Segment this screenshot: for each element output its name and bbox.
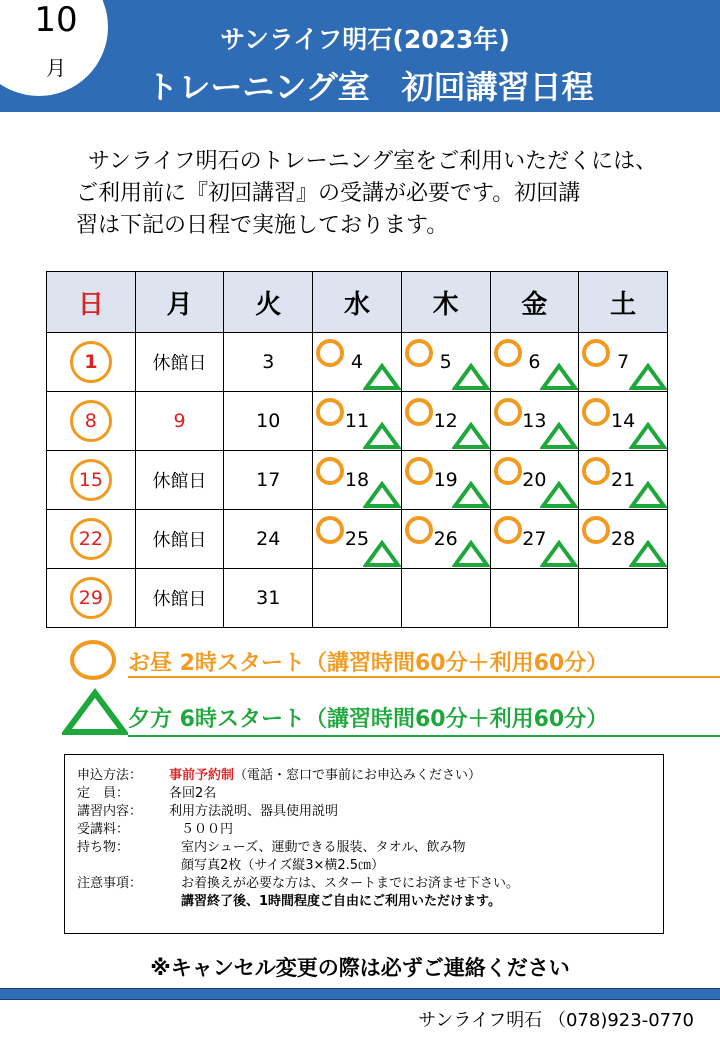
calendar-day-cell: [579, 451, 668, 510]
calendar-day-cell: [579, 333, 668, 392]
sunday-date: 8: [70, 400, 112, 442]
calendar-week-row: [47, 510, 668, 569]
info-fee: [77, 821, 663, 839]
calendar-day-cell: [490, 510, 579, 569]
day-number: 28: [611, 528, 636, 550]
day-number: 24: [256, 528, 281, 550]
calendar-day-cell: [401, 510, 490, 569]
weekday-header: 水: [313, 272, 402, 333]
info-fee-value: ５００円: [181, 822, 234, 837]
weekday-header: 日: [47, 272, 136, 333]
calendar-day-cell: [401, 569, 490, 628]
info-items-value-2: 顔写真2枚（サイズ縦3×横2.5㎝）: [181, 858, 385, 873]
calendar-day-cell: [224, 510, 313, 569]
day-number: 17: [256, 469, 281, 491]
day-number: 19: [433, 469, 458, 491]
intro-line-2: ご利用前に『初回講習』の受講が必要です。初回講: [76, 181, 581, 206]
calendar-day-cell: [401, 333, 490, 392]
calendar-day-cell: [47, 510, 136, 569]
calendar-day-cell: [224, 392, 313, 451]
calendar-week-row: [47, 569, 668, 628]
info-notes-value-1: お着換えが必要な方は、スタートまでにお済ませ下さい。: [181, 876, 520, 891]
green-triangle-icon: [62, 688, 128, 736]
info-box: [64, 754, 664, 934]
calendar-week-row: [47, 333, 668, 392]
header-band: [0, 0, 720, 112]
calendar-day-cell: [224, 569, 313, 628]
month-number: 10: [34, 0, 78, 40]
closed-day-label: 休館日: [152, 471, 207, 492]
evening-session-triangle-icon: [452, 363, 490, 391]
day-number: 21: [611, 469, 636, 491]
intro-text: [66, 146, 676, 242]
info-items-cont: [77, 857, 663, 875]
calendar-day-cell: [313, 392, 402, 451]
sunday-date: 15: [70, 459, 112, 501]
info-capacity-value: 各回2名: [169, 786, 217, 801]
evening-session-triangle-icon: [452, 422, 490, 450]
day-number: 20: [522, 469, 547, 491]
day-number: 14: [611, 410, 636, 432]
info-apply-value: [169, 767, 481, 785]
weekday-header: 木: [401, 272, 490, 333]
month-unit: 月: [46, 56, 66, 80]
info-content-label: 講習内容：: [77, 804, 143, 819]
day-number: 5: [439, 351, 452, 373]
schedule-calendar: [46, 271, 668, 628]
legend-noon-text: お昼 2時スタート（講習時間60分＋利用60分）: [128, 651, 609, 676]
closed-day-label: 休館日: [152, 589, 207, 610]
day-number: 10: [256, 410, 281, 432]
info-apply-label: 申込方法：: [77, 768, 143, 783]
weekday-header: 月: [135, 272, 224, 333]
evening-session-triangle-icon: [629, 422, 667, 450]
header-title-main: トレーニング室 初回講習日程: [146, 68, 594, 106]
sunday-date: 29: [70, 577, 112, 619]
evening-session-triangle-icon: [540, 422, 578, 450]
calendar-day-cell: [313, 510, 402, 569]
calendar-day-cell: [313, 569, 402, 628]
calendar-day-cell: [135, 451, 224, 510]
calendar-day-cell: [47, 569, 136, 628]
info-fee-label: 受講料：: [77, 822, 130, 837]
info-items: [77, 839, 663, 857]
calendar-day-cell: [401, 451, 490, 510]
day-number: 6: [528, 351, 541, 373]
calendar-week-row: [47, 451, 668, 510]
info-capacity-label: 定 員：: [77, 786, 130, 801]
day-number: 27: [522, 528, 547, 550]
calendar-body: [47, 333, 668, 628]
day-number: 11: [344, 410, 370, 432]
day-number: 18: [344, 469, 370, 491]
calendar-day-cell: [47, 451, 136, 510]
calendar-day-cell: [579, 569, 668, 628]
sunday-date: 22: [70, 518, 112, 560]
legend-evening-text: 夕方 6時スタート（講習時間60分＋利用60分）: [128, 707, 609, 732]
calendar-day-cell: [47, 333, 136, 392]
orange-circle-icon: [70, 640, 116, 680]
day-number: 3: [262, 351, 275, 373]
day-number: 9: [173, 410, 186, 432]
day-number: 26: [433, 528, 458, 550]
footer-band: [0, 988, 720, 1000]
calendar-day-cell: [135, 569, 224, 628]
legend-evening-underline: [128, 735, 720, 737]
intro-line-3: 習は下記の日程で実施しております。: [76, 213, 449, 238]
month-badge: [0, 0, 110, 98]
calendar-day-cell: [490, 392, 579, 451]
sunday-date: 1: [70, 341, 112, 383]
calendar-day-cell: [224, 333, 313, 392]
info-items-label: 持ち物：: [77, 840, 130, 855]
evening-session-triangle-icon: [629, 540, 667, 568]
calendar-day-cell: [135, 392, 224, 451]
evening-session-triangle-icon: [540, 481, 578, 509]
day-number: 31: [256, 587, 281, 609]
calendar-day-cell: [579, 510, 668, 569]
closed-day-label: 休館日: [152, 530, 207, 551]
evening-session-triangle-icon: [629, 481, 667, 509]
evening-session-triangle-icon: [452, 481, 490, 509]
info-notes: [77, 875, 663, 893]
info-notes-value-2: [181, 893, 501, 911]
weekday-header: 火: [224, 272, 313, 333]
calendar-day-cell: [313, 451, 402, 510]
day-number: 13: [522, 410, 547, 432]
evening-session-triangle-icon: [452, 540, 490, 568]
evening-session-triangle-icon: [363, 540, 401, 568]
day-number: 4: [350, 351, 363, 373]
info-notes-strong: 講習終了後、1時間程度ご自由にご利用いただけます。: [181, 894, 502, 909]
intro-line-1: サンライフ明石のトレーニング室をご利用いただくには、: [66, 149, 658, 174]
evening-session-triangle-icon: [363, 422, 401, 450]
info-capacity: [77, 785, 663, 803]
closed-day-label: 休館日: [152, 353, 207, 374]
legend-noon-underline: [128, 676, 720, 678]
cancel-notice: ※キャンセル変更の際は必ずご連絡ください: [150, 956, 570, 980]
info-items-value-1: 室内シューズ、運動できる服装、タオル、飲み物: [181, 840, 466, 855]
evening-session-triangle-icon: [540, 540, 578, 568]
legend-noon: [62, 636, 692, 680]
header-title-facility: サンライフ明石(2023年): [220, 25, 510, 54]
legend-evening: [62, 688, 692, 738]
calendar-weekday-row: [47, 272, 668, 333]
info-apply-strong: 事前予約制: [169, 768, 235, 783]
day-number: 12: [433, 410, 458, 432]
footer-contact: サンライフ明石 （078)923-0770: [418, 1010, 694, 1031]
evening-session-triangle-icon: [363, 363, 401, 391]
evening-session-triangle-icon: [629, 363, 667, 391]
info-notes-label: 注意事項：: [77, 876, 143, 891]
evening-session-triangle-icon: [363, 481, 401, 509]
calendar-day-cell: [313, 333, 402, 392]
weekday-header: 土: [579, 272, 668, 333]
evening-session-triangle-icon: [540, 363, 578, 391]
day-number: 25: [344, 528, 370, 550]
calendar-day-cell: [135, 510, 224, 569]
info-apply-note: （電話・窓口で事前にお申込みください）: [234, 768, 482, 783]
info-content-value: 利用方法説明、器具使用説明: [169, 804, 339, 819]
calendar-day-cell: [135, 333, 224, 392]
day-number: 7: [617, 351, 630, 373]
weekday-header: 金: [490, 272, 579, 333]
info-notes-cont: [77, 893, 663, 911]
calendar-day-cell: [579, 392, 668, 451]
info-apply: [77, 767, 663, 785]
calendar-day-cell: [490, 451, 579, 510]
calendar-day-cell: [401, 392, 490, 451]
calendar-day-cell: [490, 333, 579, 392]
calendar-day-cell: [47, 392, 136, 451]
calendar-day-cell: [490, 569, 579, 628]
calendar-day-cell: [224, 451, 313, 510]
calendar-week-row: [47, 392, 668, 451]
info-content: [77, 803, 663, 821]
